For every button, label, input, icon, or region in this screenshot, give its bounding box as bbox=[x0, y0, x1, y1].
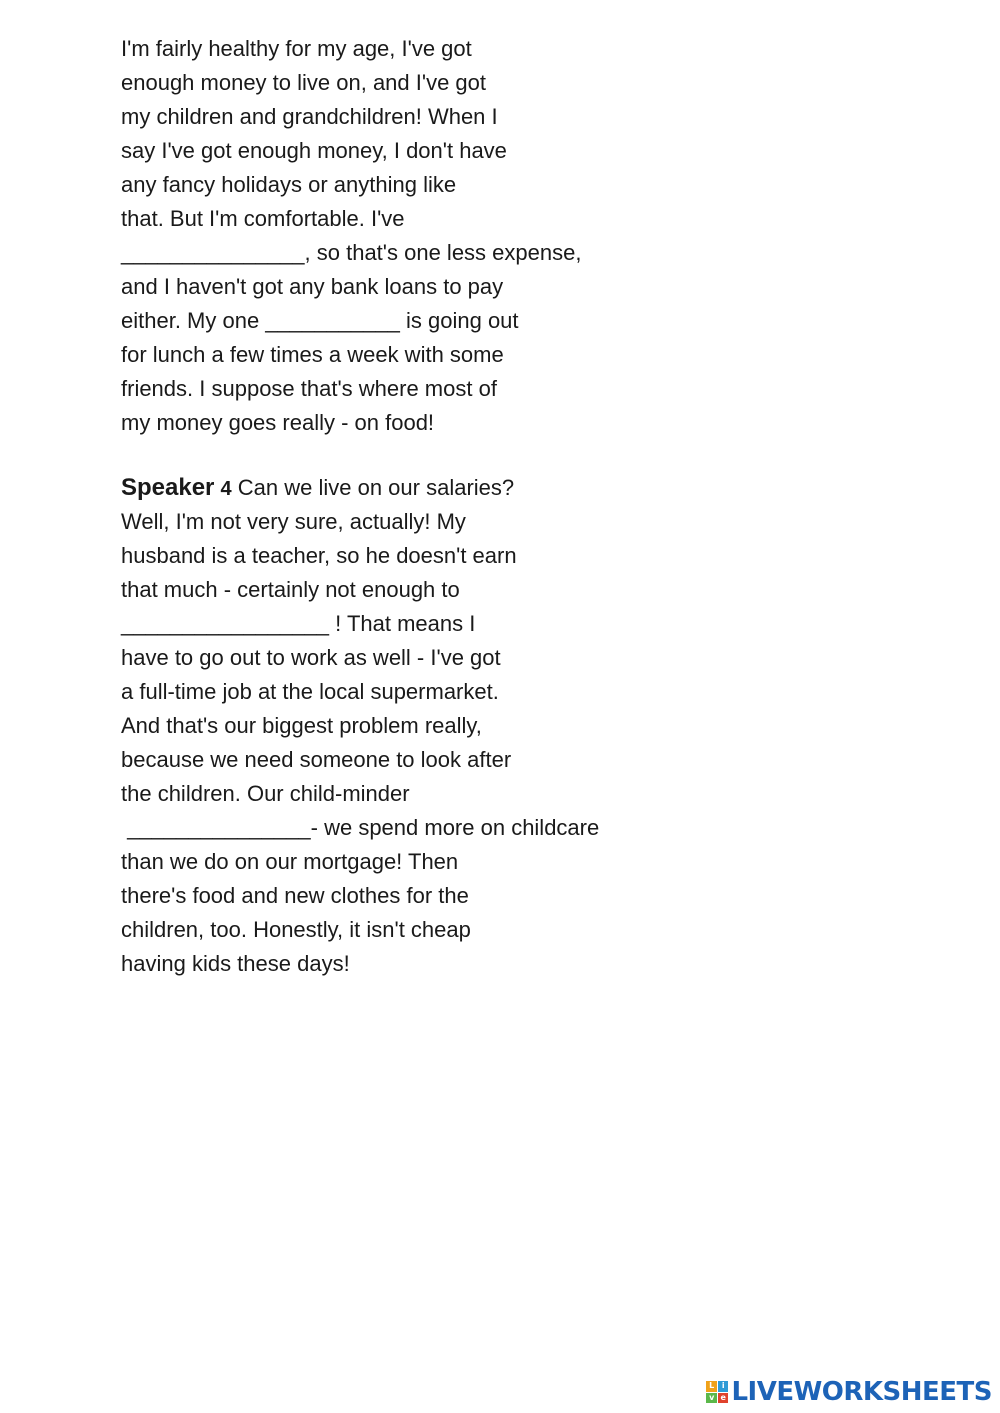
logo-mark-cell: v bbox=[706, 1393, 717, 1404]
passage-line: and I haven't got any bank loans to pay bbox=[121, 274, 504, 299]
passage-line: friends. I suppose that's where most of bbox=[121, 376, 497, 401]
liveworksheets-mark-icon bbox=[706, 1381, 728, 1403]
passage-line: for lunch a few times a week with some bbox=[121, 342, 504, 367]
passage-line: say I've got enough money, I don't have bbox=[121, 138, 507, 163]
logo-mark-cell: i bbox=[718, 1381, 729, 1392]
speaker-label: Speaker bbox=[121, 474, 215, 501]
speaker-number: 4 bbox=[220, 478, 232, 500]
passage-line: the children. Our child-minder bbox=[121, 781, 410, 806]
passage-line: there's food and new clothes for the bbox=[121, 883, 469, 908]
passage-line: any fancy holidays or anything like bbox=[121, 172, 457, 197]
logo-mark-cell: L bbox=[706, 1381, 717, 1392]
passage-line: a full-time job at the local supermarket. bbox=[121, 679, 499, 704]
passage-line: having kids these days! bbox=[121, 951, 350, 976]
passage-line: my money goes really - on food! bbox=[121, 410, 435, 435]
passage-line: And that's our biggest problem really, bbox=[121, 713, 482, 738]
speaker-first-line-text: Can we live on our salaries? bbox=[231, 475, 515, 500]
liveworksheets-logo[interactable] bbox=[706, 1376, 992, 1408]
logo-text: LIVEWORKSHEETS bbox=[731, 1377, 992, 1407]
passage-line-with-blank: _______________, so that's one less expense, bbox=[121, 240, 582, 265]
passage-line: have to go out to work as well - I've got bbox=[121, 645, 501, 670]
passage-line: I'm fairly healthy for my age, I've got bbox=[121, 36, 472, 61]
speaker-4-passage bbox=[121, 471, 599, 981]
passage-line: my children and grandchildren! When I bbox=[121, 104, 498, 129]
passage-line-with-blank: _________________ ! That means I bbox=[121, 611, 476, 636]
passage-line: children, too. Honestly, it isn't cheap bbox=[121, 917, 471, 942]
passage-line-with-blank: _______________- we spend more on childcare bbox=[121, 815, 600, 840]
logo-mark-cell: e bbox=[718, 1393, 729, 1404]
passage-line: enough money to live on, and I've got bbox=[121, 70, 487, 95]
passage-line: that much - certainly not enough to bbox=[121, 577, 460, 602]
passage-line-with-blank: either. My one ___________ is going out bbox=[121, 308, 519, 333]
passage-line: Well, I'm not very sure, actually! My bbox=[121, 509, 466, 534]
passage-line: than we do on our mortgage! Then bbox=[121, 849, 459, 874]
passage-line: husband is a teacher, so he doesn't earn bbox=[121, 543, 517, 568]
speaker-heading-line bbox=[121, 471, 599, 505]
passage-line: that. But I'm comfortable. I've bbox=[121, 206, 405, 231]
passage-line: because we need someone to look after bbox=[121, 747, 512, 772]
speaker-3-passage bbox=[121, 32, 581, 440]
